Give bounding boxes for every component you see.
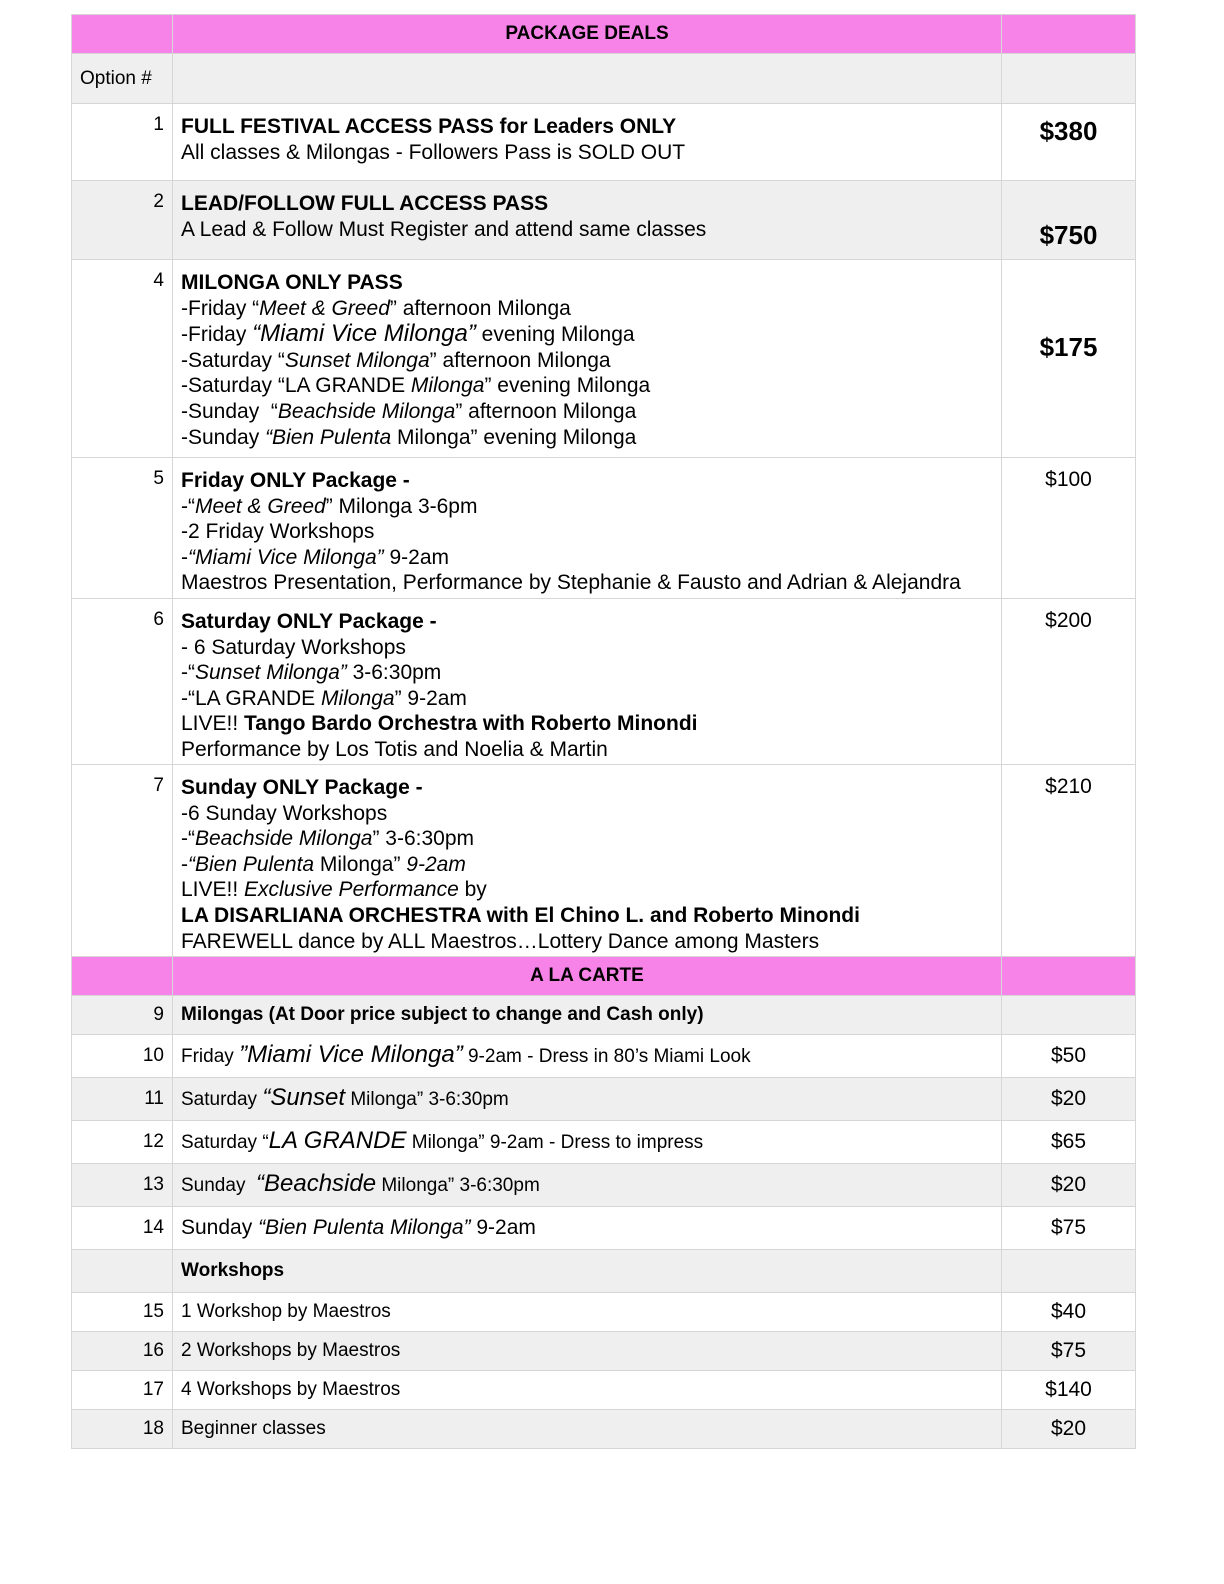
package-line: -Sunday “Bien Pulenta Milonga” evening Milonga bbox=[181, 425, 637, 449]
package-description bbox=[173, 104, 1002, 181]
milonga-description: Saturday “LA GRANDE Milonga” 9-2am - Dress to impress bbox=[173, 1121, 1002, 1164]
milonga-description: Friday ”Miami Vice Milonga” 9-2am - Dress in 80’s Miami Look bbox=[173, 1035, 1002, 1078]
option-number: 5 bbox=[72, 458, 173, 599]
workshop-row bbox=[72, 1410, 1136, 1449]
package-price: $750 bbox=[1002, 181, 1136, 260]
option-number: 7 bbox=[72, 765, 173, 957]
workshop-description: 1 Workshop by Maestros bbox=[173, 1293, 1002, 1332]
option-number: 4 bbox=[72, 260, 173, 458]
section-header-package-deals bbox=[72, 15, 1136, 54]
milonga-row bbox=[72, 1078, 1136, 1121]
milongas-header-row bbox=[72, 996, 1136, 1035]
milonga-row bbox=[72, 1121, 1136, 1164]
package-line: Maestros Presentation, Performance by Stephanie & Fausto and Adrian & Alejandra bbox=[181, 571, 961, 595]
option-number: 16 bbox=[72, 1332, 173, 1371]
package-title: Friday ONLY Package - bbox=[181, 469, 410, 492]
option-number: 6 bbox=[72, 599, 173, 765]
package-line: LIVE!! Tango Bardo Orchestra with Roberto Minondi bbox=[181, 712, 698, 736]
package-line: -Saturday “Sunset Milonga” afternoon Milonga bbox=[181, 348, 611, 372]
package-row bbox=[72, 260, 1136, 458]
package-line: -“Beachside Milonga” 3-6:30pm bbox=[181, 827, 474, 851]
package-price: $200 bbox=[1002, 599, 1136, 765]
milonga-description: Sunday “Beachside Milonga” 3-6:30pm bbox=[173, 1164, 1002, 1207]
pricing-table bbox=[71, 14, 1136, 1449]
option-number: 10 bbox=[72, 1035, 173, 1078]
package-line: -“Bien Pulenta Milonga” 9-2am bbox=[181, 852, 466, 876]
package-description bbox=[173, 599, 1002, 765]
milonga-description: Sunday “Bien Pulenta Milonga” 9-2am bbox=[173, 1207, 1002, 1250]
package-price: $175 bbox=[1002, 260, 1136, 458]
column-header-row bbox=[72, 54, 1136, 104]
workshop-row bbox=[72, 1332, 1136, 1371]
workshop-row bbox=[72, 1371, 1136, 1410]
package-line: -Friday “Miami Vice Milonga” evening Milonga bbox=[181, 320, 635, 348]
package-line: FAREWELL dance by ALL Maestros…Lottery Dance among Masters bbox=[181, 929, 820, 953]
option-number: 14 bbox=[72, 1207, 173, 1250]
package-line: LA DISARLIANA ORCHESTRA with El Chino L. and Roberto Minondi bbox=[181, 903, 860, 927]
package-line: -“LA GRANDE Milonga” 9-2am bbox=[181, 686, 467, 710]
workshop-description: 2 Workshops by Maestros bbox=[173, 1332, 1002, 1371]
milonga-row bbox=[72, 1164, 1136, 1207]
package-title: Sunday ONLY Package - bbox=[181, 776, 423, 799]
package-description bbox=[173, 458, 1002, 599]
package-row bbox=[72, 181, 1136, 260]
option-number: 17 bbox=[72, 1371, 173, 1410]
milonga-price: $20 bbox=[1002, 1164, 1136, 1207]
package-line: -“Sunset Milonga” 3-6:30pm bbox=[181, 661, 442, 685]
section-title: A LA CARTE bbox=[173, 957, 1002, 996]
package-row bbox=[72, 458, 1136, 599]
option-number: 15 bbox=[72, 1293, 173, 1332]
package-title: MILONGA ONLY PASS bbox=[181, 271, 403, 294]
workshop-price: $140 bbox=[1002, 1371, 1136, 1410]
milonga-row bbox=[72, 1035, 1136, 1078]
package-description bbox=[173, 765, 1002, 957]
package-title: Saturday ONLY Package - bbox=[181, 610, 437, 633]
workshop-price: $75 bbox=[1002, 1332, 1136, 1371]
package-line: -Friday “Meet & Greed” afternoon Milonga bbox=[181, 296, 571, 320]
option-number: 18 bbox=[72, 1410, 173, 1449]
option-number: 13 bbox=[72, 1164, 173, 1207]
option-number-label: Option # bbox=[72, 54, 173, 104]
milonga-price: $50 bbox=[1002, 1035, 1136, 1078]
workshop-description: 4 Workshops by Maestros bbox=[173, 1371, 1002, 1410]
workshop-price: $20 bbox=[1002, 1410, 1136, 1449]
package-line: -“Miami Vice Milonga” 9-2am bbox=[181, 545, 450, 569]
milonga-row bbox=[72, 1207, 1136, 1250]
package-description bbox=[173, 181, 1002, 260]
package-line: Performance by Los Totis and Noelia & Martin bbox=[181, 737, 608, 761]
section-header-a-la-carte bbox=[72, 957, 1136, 996]
option-number: 11 bbox=[72, 1078, 173, 1121]
package-row bbox=[72, 599, 1136, 765]
package-row bbox=[72, 104, 1136, 181]
package-title: FULL FESTIVAL ACCESS PASS for Leaders ONLY bbox=[181, 115, 677, 138]
package-title: LEAD/FOLLOW FULL ACCESS PASS bbox=[181, 192, 549, 215]
milonga-price: $20 bbox=[1002, 1078, 1136, 1121]
package-price: $380 bbox=[1002, 104, 1136, 181]
package-line: -“Meet & Greed” Milonga 3-6pm bbox=[181, 494, 478, 518]
package-line: -2 Friday Workshops bbox=[181, 520, 375, 544]
milonga-price: $75 bbox=[1002, 1207, 1136, 1250]
milongas-header: Milongas (At Door price subject to change and Cash only) bbox=[173, 996, 1002, 1035]
workshop-price: $40 bbox=[1002, 1293, 1136, 1332]
package-line: LIVE!! Exclusive Performance by bbox=[181, 878, 487, 902]
option-number: 12 bbox=[72, 1121, 173, 1164]
package-description bbox=[173, 260, 1002, 458]
package-line: - 6 Saturday Workshops bbox=[181, 635, 406, 659]
option-number: 1 bbox=[72, 104, 173, 181]
package-line: A Lead & Follow Must Register and attend same classes bbox=[181, 217, 707, 241]
section-title: PACKAGE DEALS bbox=[173, 15, 1002, 54]
package-price: $210 bbox=[1002, 765, 1136, 957]
workshop-description: Beginner classes bbox=[173, 1410, 1002, 1449]
option-number: 9 bbox=[72, 996, 173, 1035]
workshops-header: Workshops bbox=[173, 1250, 1002, 1293]
package-row bbox=[72, 765, 1136, 957]
workshop-row bbox=[72, 1293, 1136, 1332]
package-line: -Saturday “LA GRANDE Milonga” evening Milonga bbox=[181, 374, 651, 398]
package-line: All classes & Milongas - Followers Pass is SOLD OUT bbox=[181, 140, 686, 164]
milonga-description: Saturday “Sunset Milonga” 3-6:30pm bbox=[173, 1078, 1002, 1121]
package-line: -Sunday “Beachside Milonga” afternoon Milonga bbox=[181, 399, 637, 423]
option-number: 2 bbox=[72, 181, 173, 260]
milonga-price: $65 bbox=[1002, 1121, 1136, 1164]
package-price: $100 bbox=[1002, 458, 1136, 599]
workshops-header-row bbox=[72, 1250, 1136, 1293]
package-line: -6 Sunday Workshops bbox=[181, 801, 388, 825]
